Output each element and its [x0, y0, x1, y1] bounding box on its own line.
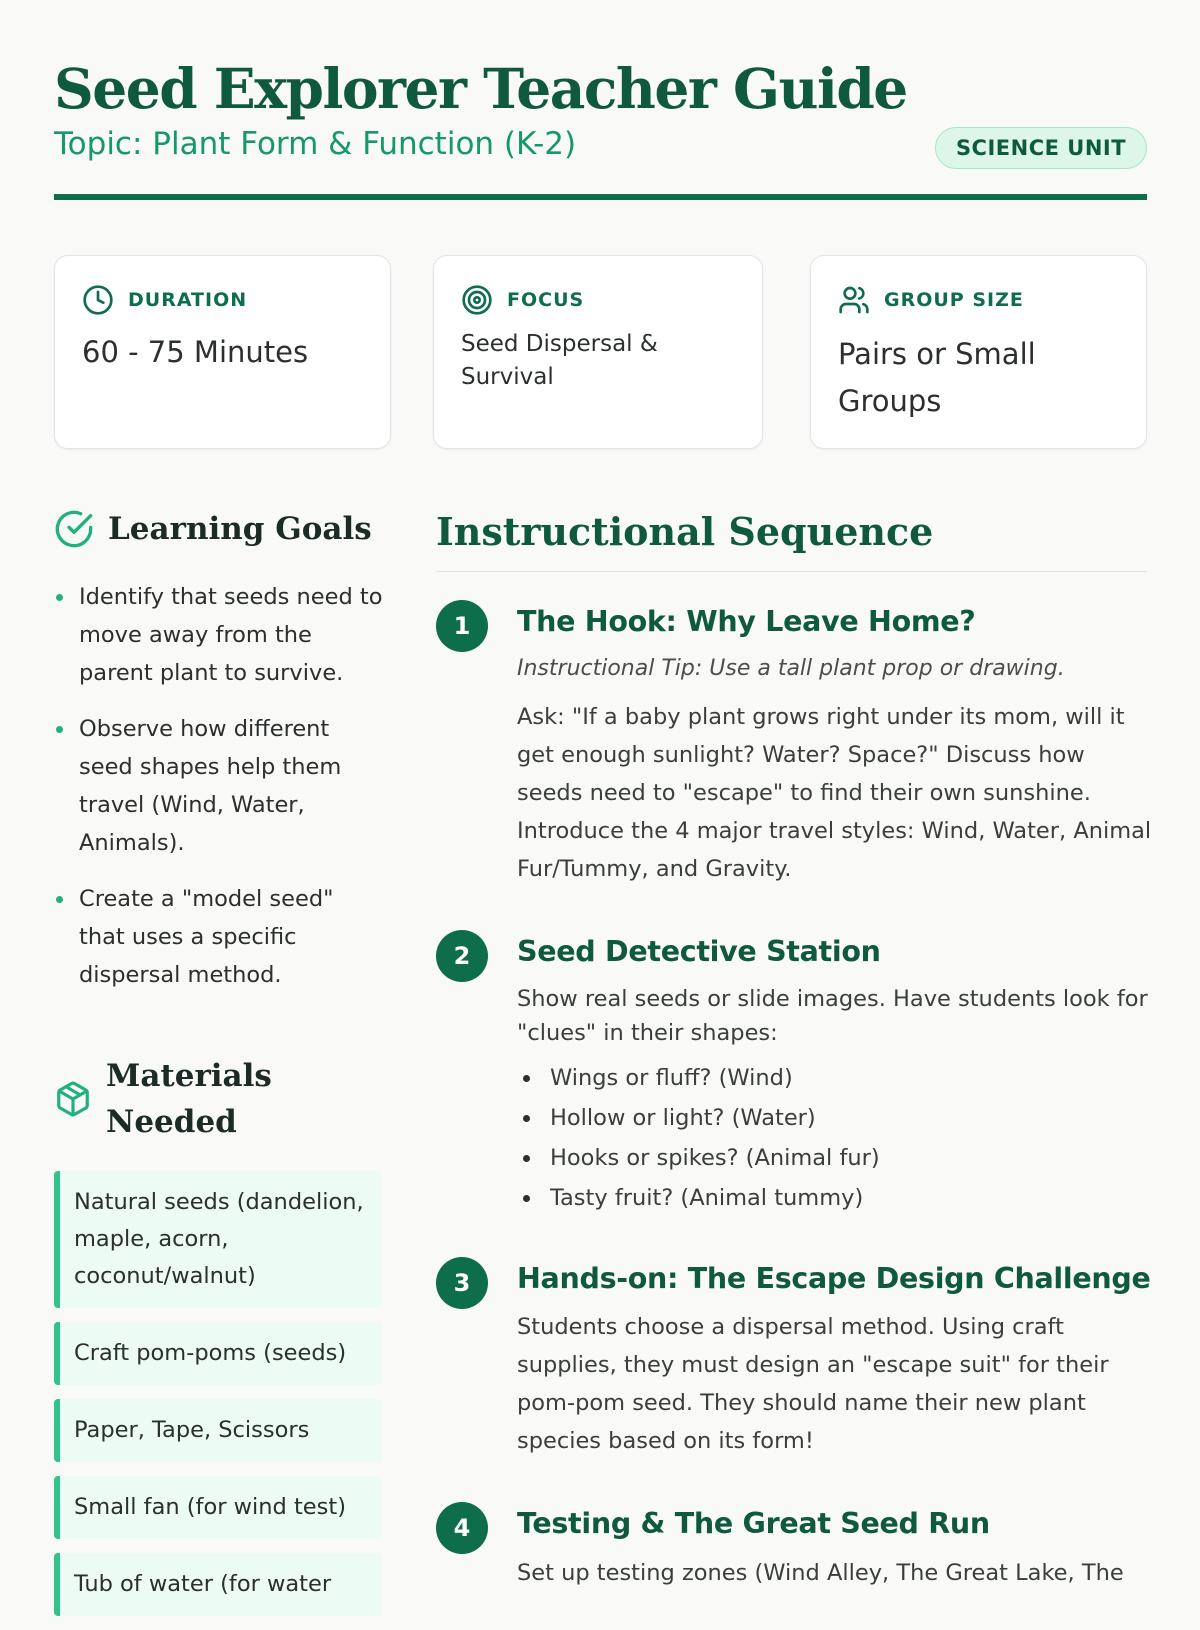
- duration-label: DURATION: [128, 289, 248, 311]
- material-item: Craft pom-poms (seeds): [54, 1322, 382, 1385]
- group-size-card: [810, 255, 1147, 449]
- step-body: Ask: "If a baby plant grows right under its mom, will it get enough sunlight? Water? Space?" Discuss how seeds need to "escape" to find their own sunshine. Introduce the 4 major travel styles: Wind, Water, Animal Fur/Tummy, and Gravity.: [517, 704, 1152, 882]
- page-title: Seed Explorer Teacher Guide: [54, 56, 907, 121]
- step-number-badge: 4: [436, 1502, 488, 1554]
- material-item: Tub of water (for water: [54, 1553, 382, 1616]
- list-item: Identify that seeds need to move away from the parent plant to survive.: [54, 578, 384, 692]
- step-title: Seed Detective Station: [517, 935, 881, 968]
- group-size-value: Pairs or Small Groups: [838, 337, 1036, 418]
- list-item: Observe how different seed shapes help them travel (Wind, Water, Animals).: [54, 710, 384, 862]
- focus-card: [433, 255, 763, 449]
- clock-icon: [82, 284, 114, 316]
- learning-goals-heading: [54, 506, 372, 552]
- duration-card: [54, 255, 391, 449]
- material-item: Natural seeds (dandelion, maple, acorn, coconut/walnut): [54, 1171, 382, 1308]
- unit-badge: SCIENCE UNIT: [935, 127, 1147, 169]
- users-icon: [838, 284, 870, 316]
- sequence-divider: [436, 571, 1147, 572]
- list-item: Hollow or light? (Water): [517, 1098, 1137, 1138]
- teacher-guide-page: [54, 0, 1152, 1600]
- step-number-badge: 3: [436, 1257, 488, 1309]
- page-subtitle: Topic: Plant Form & Function (K-2): [54, 126, 577, 162]
- list-item: Wings or fluff? (Wind): [517, 1058, 1137, 1098]
- materials-title: Materials Needed: [106, 1058, 272, 1140]
- duration-value: 60 - 75 Minutes: [82, 335, 309, 369]
- group-size-label: GROUP SIZE: [884, 289, 1024, 311]
- step-title: The Hook: Why Leave Home?: [517, 605, 976, 638]
- check-circle-icon: [54, 509, 94, 549]
- step-number-badge: 2: [436, 930, 488, 982]
- step-number-badge: 1: [436, 600, 488, 652]
- step-title: Hands-on: The Escape Design Challenge: [517, 1262, 1151, 1295]
- material-item: Small fan (for wind test): [54, 1476, 382, 1539]
- step-title: Testing & The Great Seed Run: [517, 1507, 990, 1540]
- focus-value: Seed Dispersal & Survival: [461, 331, 658, 390]
- learning-goals-list: [54, 578, 384, 1012]
- step-body: Students choose a dispersal method. Using craft supplies, they must design an "escape suit" for their pom-pom seed. They should name their new plant species based on its form!: [517, 1314, 1109, 1454]
- list-item: Tasty fruit? (Animal tummy): [517, 1178, 1137, 1218]
- materials-list: [54, 1171, 382, 1630]
- materials-heading: [54, 1053, 286, 1145]
- material-item: Paper, Tape, Scissors: [54, 1399, 382, 1462]
- target-icon: [461, 284, 493, 316]
- package-icon: [54, 1080, 92, 1118]
- focus-label: FOCUS: [507, 289, 585, 311]
- sequence-title: Instructional Sequence: [436, 509, 934, 554]
- list-item: Create a "model seed" that uses a specific dispersal method.: [54, 880, 384, 994]
- clue-list: [517, 1058, 1137, 1218]
- list-item: Hooks or spikes? (Animal fur): [517, 1138, 1137, 1178]
- step-tip: Instructional Tip: Use a tall plant prop or drawing.: [517, 656, 1065, 681]
- learning-goals-title: Learning Goals: [108, 511, 372, 547]
- header-divider: [54, 194, 1147, 200]
- step-body: Set up testing zones (Wind Alley, The Great Lake, The: [517, 1560, 1124, 1586]
- step-body: Show real seeds or slide images. Have students look for "clues" in their shapes:: [517, 986, 1148, 1046]
